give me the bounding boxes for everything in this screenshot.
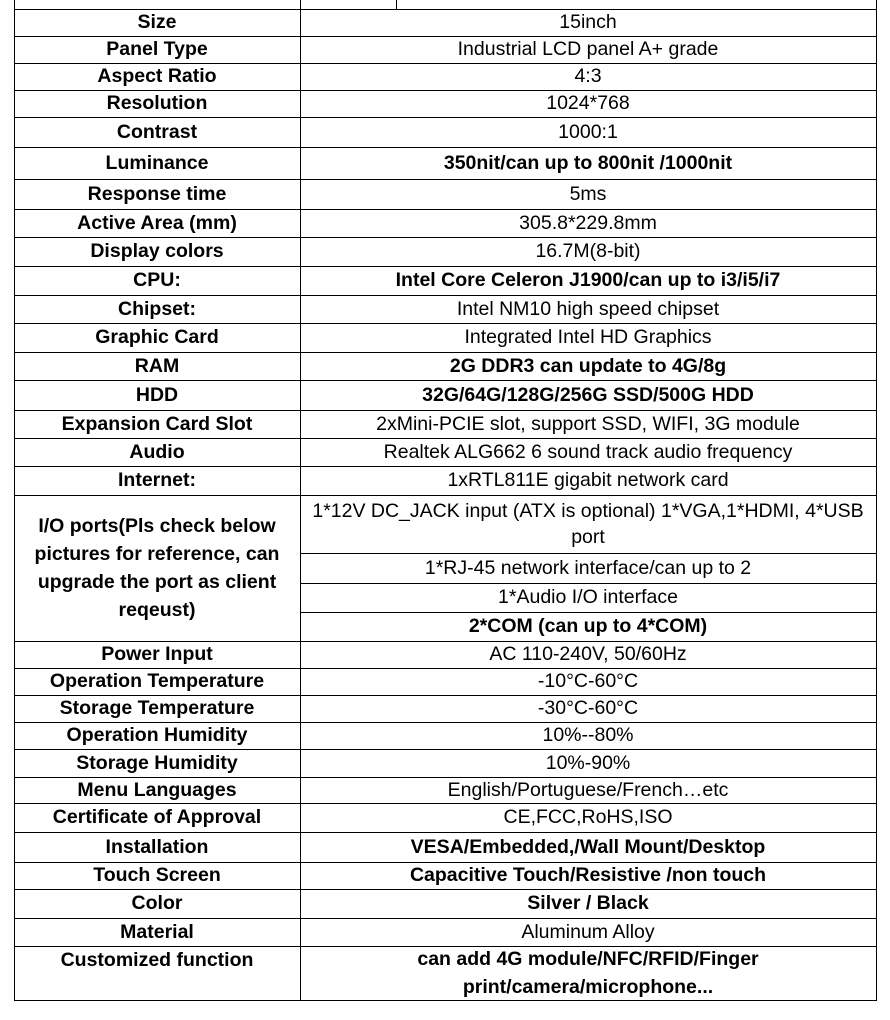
io-port-value: 2*COM (can up to 4*COM) [468, 615, 708, 637]
spec-value: Intel Core Celeron J1900/can up to i3/i5/i7 [395, 269, 781, 291]
io-port-value: 1*RJ-45 network interface/can up to 2 [424, 556, 752, 579]
spec-value: 10%-90% [545, 751, 631, 774]
spec-value: 4:3 [574, 65, 602, 87]
spec-value: 2G DDR3 can update to 4G/8g [449, 354, 727, 377]
spec-label: Resolution [106, 92, 208, 114]
spec-label: Panel Type [106, 38, 208, 60]
io-ports-label: I/O ports(Pls check below pictures for reference, can upgrade the port as client reqeust) [34, 515, 280, 621]
spec-value: CE,FCC,RoHS,ISO [503, 806, 673, 828]
spec-value: -30°C-60°C [537, 697, 639, 719]
spec-label: Storage Temperature [59, 697, 255, 719]
spec-label: Certificate of Approval [52, 806, 262, 828]
spec-value: Realtek ALG662 6 sound track audio frequency [383, 440, 793, 463]
spec-label: Contrast [116, 120, 198, 143]
table-border-right [876, 0, 877, 1000]
spec-label: Audio [129, 440, 185, 463]
spec-label: Operation Temperature [49, 670, 265, 692]
spec-label: HDD [135, 383, 179, 406]
spec-label: Power Input [101, 643, 213, 665]
spec-label: Color [131, 892, 183, 914]
table-top-partial-divider [396, 0, 397, 9]
io-port-value: 1*Audio I/O interface [498, 586, 678, 608]
spec-label: Display colors [90, 240, 224, 262]
spec-label: Luminance [105, 151, 209, 174]
spec-value: 1024*768 [546, 92, 630, 114]
spec-value: can add 4G module/NFC/RFID/Finger print/camera/microphone... [417, 948, 759, 998]
spec-label: Expansion Card Slot [61, 412, 253, 435]
spec-label: Operation Humidity [66, 724, 248, 746]
spec-value: 305.8*229.8mm [519, 211, 657, 234]
spec-value: 16.7M(8-bit) [535, 240, 641, 262]
spec-value: -10°C-60°C [537, 670, 639, 692]
spec-label: RAM [134, 354, 180, 377]
spec-value: English/Portuguese/French…etc [447, 778, 729, 801]
spec-value: 32G/64G/128G/256G SSD/500G HDD [422, 383, 754, 406]
spec-value: 1000:1 [558, 120, 618, 143]
spec-label: Aspect Ratio [97, 65, 217, 87]
spec-label: Material [120, 920, 194, 943]
spec-value: 2xMini-PCIE slot, support SSD, WIFI, 3G module [376, 412, 800, 435]
spec-value: Industrial LCD panel A+ grade [457, 38, 719, 60]
spec-label: Active Area (mm) [77, 211, 237, 234]
spec-value: Aluminum Alloy [521, 920, 655, 943]
spec-value: VESA/Embedded,/Wall Mount/Desktop [410, 835, 766, 858]
spec-label: Customized function [60, 949, 254, 971]
spec-value: 15inch [559, 11, 617, 33]
spec-label: Installation [105, 835, 209, 858]
spec-value: 1xRTL811E gigabit network card [447, 469, 729, 491]
spec-label: Internet: [118, 469, 196, 491]
spec-label: Touch Screen [93, 864, 221, 886]
spec-value: Integrated Intel HD Graphics [464, 326, 712, 348]
spec-label: Storage Humidity [76, 751, 238, 774]
spec-value: 350nit/can up to 800nit /1000nit [443, 151, 733, 174]
io-port-value: 1*12V DC_JACK input (ATX is optional) 1*VGA,1*HDMI, 4*USB port [312, 500, 864, 548]
spec-value: Capacitive Touch/Resistive /non touch [409, 864, 767, 886]
spec-label: Chipset: [118, 297, 196, 320]
spec-label: Size [137, 11, 177, 33]
spec-label: Graphic Card [95, 326, 219, 348]
spec-value: 5ms [569, 182, 607, 205]
spec-label: Response time [87, 182, 227, 205]
spec-value: 10%--80% [542, 724, 634, 746]
spec-label: Menu Languages [77, 778, 237, 801]
spec-label: CPU: [133, 269, 181, 291]
spec-value: AC 110-240V, 50/60Hz [489, 643, 687, 665]
spec-value: Intel NM10 high speed chipset [456, 297, 720, 320]
spec-value: Silver / Black [527, 892, 649, 914]
